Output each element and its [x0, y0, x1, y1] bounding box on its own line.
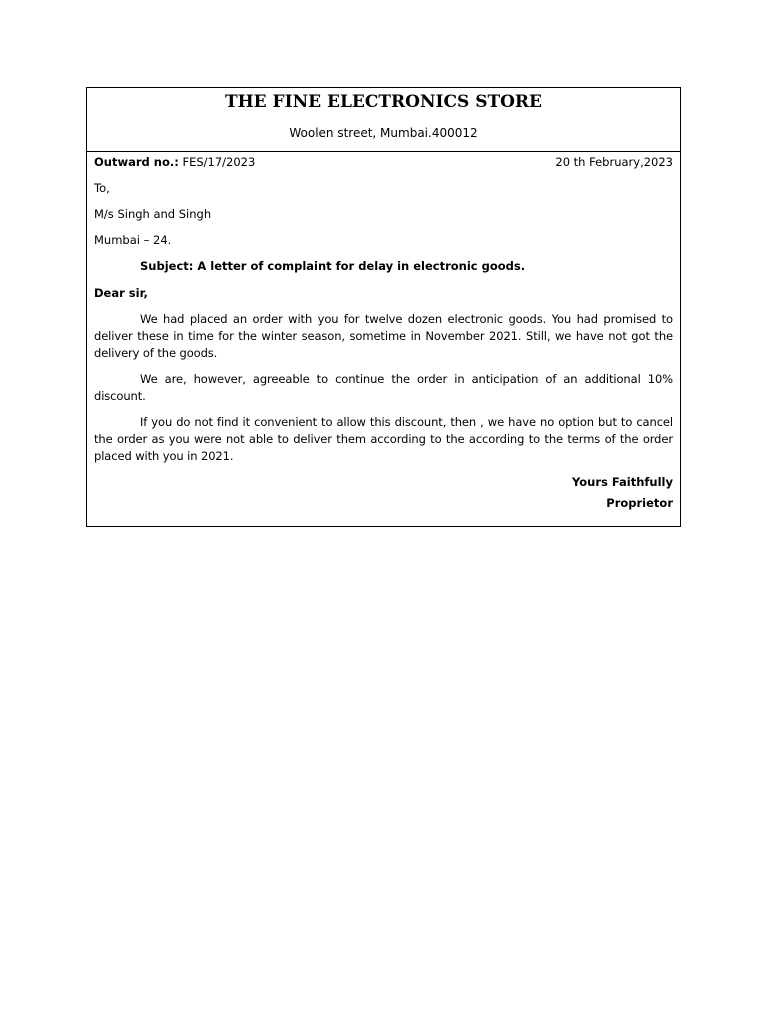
recipient-city: Mumbai – 24.: [94, 233, 172, 247]
meta-row: [94, 154, 673, 171]
letter-document: [86, 87, 681, 527]
store-name: THE FINE ELECTRONICS STORE: [224, 92, 543, 112]
letter-body: [87, 154, 680, 512]
recipient-to: To,: [94, 181, 110, 195]
recipient-name: M/s Singh and Singh: [94, 207, 212, 221]
salutation: Dear sir,: [94, 286, 148, 300]
paragraph: We are, however, agreeable to continue the order in anticipation of an additional 10% discount.: [94, 372, 673, 403]
subject-line: Subject: A letter of complaint for delay in electronic goods.: [140, 259, 526, 273]
outward-value: FES/17/2023: [178, 155, 256, 169]
outward-label: Outward no.:: [94, 155, 179, 169]
letter-date: 20 th February,2023: [555, 155, 673, 169]
letterhead: [87, 88, 680, 152]
paragraph: If you do not find it convenient to allow this discount, then , we have no option but to cancel the order as you were not able to deliver them according to the according to the terms of the order placed with you in 2021.: [94, 415, 673, 463]
signature-title: Proprietor: [606, 496, 673, 510]
closing: Yours Faithfully: [571, 475, 673, 489]
outward-number: [94, 154, 255, 171]
paragraph: We had placed an order with you for twelve dozen electronic goods. You had promised to deliver these in time for the winter season, sometime in November 2021. Still, we have not got the delivery of the goods.: [94, 312, 673, 360]
store-address: Woolen street, Mumbai.400012: [289, 126, 478, 140]
